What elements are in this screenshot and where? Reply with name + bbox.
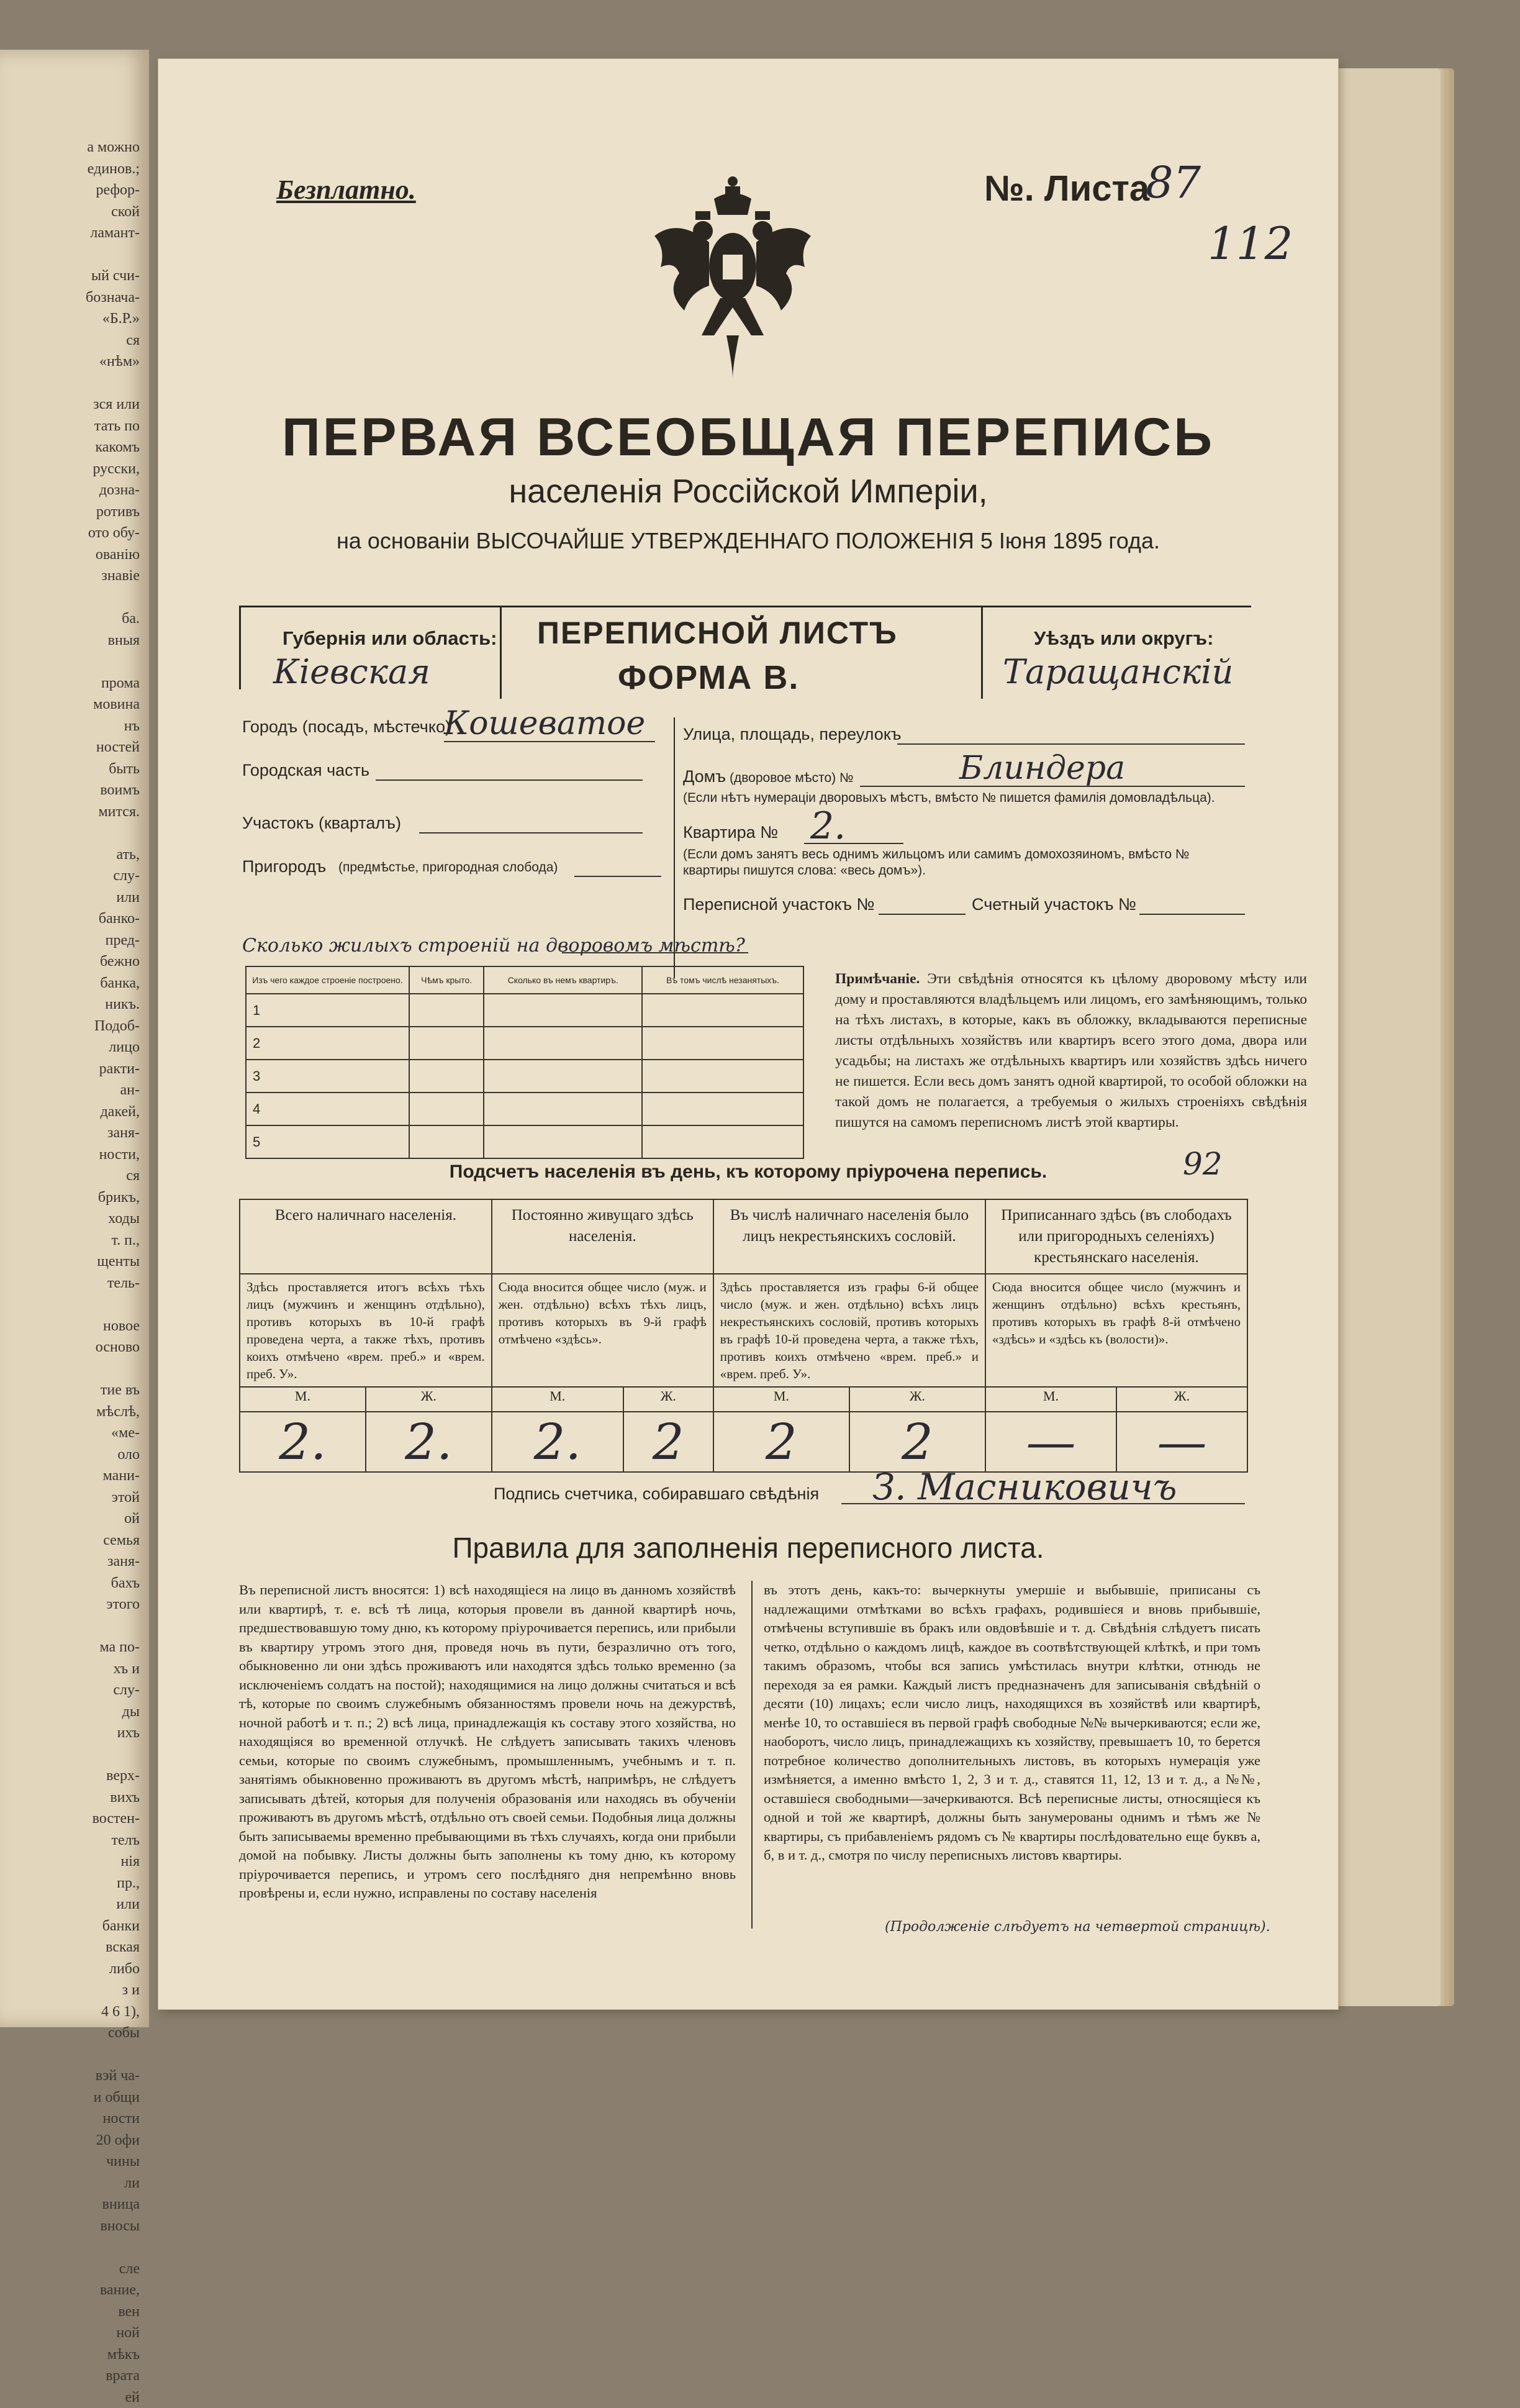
male-label: М.	[240, 1387, 366, 1412]
adjacent-page-line: банко-	[0, 908, 140, 930]
adjacent-page-line: вница	[0, 2194, 140, 2215]
female-label: Ж.	[623, 1387, 713, 1412]
total-male-value: 2.	[240, 1412, 366, 1472]
adjacent-page-line: мится.	[0, 801, 140, 823]
adjacent-page-line: бахъ	[0, 1573, 140, 1594]
adjacent-page-line	[0, 822, 140, 844]
adjacent-page-line: слу-	[0, 865, 140, 887]
adjacent-page-line: оло	[0, 1444, 140, 1466]
adjacent-page-line: мѣкъ	[0, 2344, 140, 2366]
table-row	[246, 1060, 803, 1093]
adjacent-page-line: слу-	[0, 1679, 140, 1701]
house-value: Блиндера	[959, 750, 1125, 787]
adjacent-page-line: какомъ	[0, 437, 140, 458]
adjacent-page-line: «ме-	[0, 1422, 140, 1444]
table-row	[246, 994, 803, 1027]
adjacent-page-line: вносы	[0, 2215, 140, 2237]
census-sheet-heading: ПЕРЕПИСНОЙ ЛИСТЪ	[537, 615, 898, 651]
city-line	[444, 741, 655, 742]
peasant-female-value: —	[1116, 1412, 1247, 1472]
adjacent-page-line: этой	[0, 1487, 140, 1509]
rules-continued: (Продолженіе слѣдуетъ на четвертой страницѣ).	[885, 1919, 1270, 1935]
adjacent-page-line: или	[0, 887, 140, 909]
signature-label: Подпись счетчика, собиравшаго свѣдѣнія	[494, 1484, 819, 1504]
form-header-divider	[981, 606, 983, 699]
adjacent-page-line: ламант-	[0, 222, 140, 244]
table-row	[246, 1093, 803, 1125]
adjacent-page-line: дакей,	[0, 1101, 140, 1123]
adjacent-page-line: вание,	[0, 2279, 140, 2301]
imperial-eagle-icon	[652, 174, 813, 385]
apartment-value: 2.	[810, 804, 846, 848]
sheet-number-value: 87	[1146, 157, 1201, 208]
precinct-line	[419, 832, 643, 834]
city-value: Кошеватое	[444, 705, 645, 742]
adjacent-page-line: ракти-	[0, 1058, 140, 1080]
adjacent-page-line: ностей	[0, 737, 140, 758]
precinct-label: Участокъ (кварталъ)	[242, 814, 401, 833]
rules-column-2: въ этотъ день, какъ-то: вычеркнуты умершіе и выбывшіе, приписаны съ надлежащими отмѣтками во всѣхъ графахъ, родившіеся и вновь прибывшіе, отмѣчены вступившіе въ бракъ или овдовѣвшіе и т. д. Свѣдѣнія слѣдуетъ писать четко, отдѣльно о каждомъ лицѣ, каждое въ соотвѣтствующей клѣткѣ, и при томъ такимъ образомъ, чтобы вся запись умѣстилась внутри клѣтки, отнюдь не переходя за ея рамки. Каждый листъ предназначенъ для записыванія свѣдѣній о десяти (10) лицахъ; если число лицъ, находящихся въ хозяйствѣ или квартирѣ, менѣе 10, то оставшіеся въ первой графѣ свободные №№ вычеркиваются; если же, наоборотъ, число лицъ, принадлежащихъ къ хозяйству, превышаетъ 10, то берется потребное количество дополнительныхъ листовъ, въ которыхъ нумерація уже измѣняется, а именно вмѣсто 1, 2, 3 и т. д., ставятся 11, 12, 13 и т. д., а №№, оставшіеся свободными—зачеркиваются. Всѣ переписные листы, относящіеся къ одной и той же квартирѣ, должны быть занумерованы однимъ и тѣмъ же № квартиры, съ прибавленіемъ рядомъ съ № квартиры послѣдовательно еще буквъ а, б, в и т. д., смотря по числу переписныхъ листовъ квартиры.	[764, 1581, 1260, 1865]
table-row	[246, 1125, 803, 1158]
adjacent-page-line: «Б.Р.»	[0, 308, 140, 330]
buildings-line	[562, 952, 748, 953]
adjacent-page-line: сле	[0, 2258, 140, 2280]
building-material-header: Изъ чего каждое строеніе построено.	[246, 966, 409, 994]
adjacent-page-line: ихъ	[0, 1722, 140, 1744]
rules-title: Правила для заполненія переписного листа.	[158, 1531, 1338, 1565]
adjacent-page-line: бознача-	[0, 287, 140, 309]
province-value: Кіевская	[273, 652, 430, 691]
buildings-table	[245, 966, 804, 1159]
street-line	[897, 743, 1245, 745]
total-population-header: Всего наличнаго населенія.	[240, 1199, 492, 1274]
adjacent-page-line: бежно	[0, 951, 140, 973]
row-number: 3	[246, 1060, 409, 1093]
vacant-header: Въ томъ числѣ незанятыхъ.	[642, 966, 803, 994]
census-area-line	[879, 914, 966, 915]
house-label: Домъ	[683, 767, 726, 786]
table-row	[246, 1027, 803, 1060]
form-header-divider	[500, 606, 502, 699]
adjacent-page-line: ой	[0, 1508, 140, 1530]
non-peasant-desc: Здѣсь проставляется изъ графы 6-й общее число (муж. и жен. отдѣльно) всѣхъ лицъ некрестьянскихъ сословій, противъ которыхъ въ графѣ 10-й проведена черта, а также тѣхъ, противъ коихъ отмѣчено «врем. преб.» и «врем. преб. У».	[713, 1274, 985, 1387]
house-line	[860, 786, 1245, 787]
adjacent-page-line: ма по-	[0, 1637, 140, 1658]
adjacent-page-line: ли	[0, 2173, 140, 2194]
adjacent-page-line: щенты	[0, 1251, 140, 1273]
non-peasant-male-value: 2	[713, 1412, 849, 1472]
note-block	[835, 969, 1307, 1133]
adjacent-page-line	[0, 2044, 140, 2066]
adjacent-page-line: востен-	[0, 1808, 140, 1830]
adjacent-book-page	[0, 50, 149, 2027]
adjacent-page-line	[0, 2237, 140, 2258]
permanent-population-desc: Сюда вносится общее число (муж. и жен. отдѣльно) всѣхъ тѣхъ лицъ, противъ которыхъ въ 9-й графѣ отмѣчено «здѣсь».	[492, 1274, 713, 1387]
adjacent-page-line	[0, 244, 140, 266]
adjacent-page-line: знавіе	[0, 565, 140, 587]
adjacent-page-line: телъ	[0, 1830, 140, 1851]
population-title: Подсчетъ населенія въ день, къ которому пріурочена перепись.	[158, 1161, 1338, 1183]
female-label: Ж.	[1116, 1387, 1247, 1412]
apartment-label: Квартира №	[683, 823, 778, 842]
row-number: 5	[246, 1125, 409, 1158]
adjacent-page-line: и общи	[0, 2087, 140, 2109]
adjacent-page-line: вныя	[0, 630, 140, 652]
adjacent-page-line: «нѣм»	[0, 351, 140, 373]
suburb-label: Пригородъ	[242, 857, 326, 876]
adjacent-page-line: заня-	[0, 1122, 140, 1144]
adjacent-page-line: новое	[0, 1315, 140, 1337]
adjacent-page-line: воимъ	[0, 779, 140, 801]
permanent-female-value: 2	[623, 1412, 713, 1472]
adjacent-page-line: семья	[0, 1530, 140, 1552]
adjacent-page-line: лицо	[0, 1037, 140, 1058]
rules-divider	[751, 1581, 753, 1929]
adjacent-page-line: чины	[0, 2151, 140, 2173]
adjacent-page-line	[0, 1358, 140, 1380]
apartment-line	[804, 843, 903, 844]
census-sheet	[158, 59, 1338, 2009]
adjacent-page-line: быть	[0, 758, 140, 780]
adjacent-page-line: верх-	[0, 1765, 140, 1787]
adjacent-page-line: тать по	[0, 416, 140, 437]
adjacent-page-line: т. п.,	[0, 1230, 140, 1252]
enumerator-signature: З. Масниковичъ	[872, 1466, 1177, 1508]
adjacent-page-line: 20 офи	[0, 2130, 140, 2151]
adjacent-page-line: ей	[0, 2387, 140, 2408]
adjacent-page-line: тие въ	[0, 1379, 140, 1401]
census-area-label: Переписной участокъ №	[683, 895, 874, 914]
free-of-charge-label: Безплатно.	[276, 174, 416, 206]
adjacent-page-line: ности,	[0, 1144, 140, 1166]
adjacent-page-line: пред-	[0, 930, 140, 952]
census-title: ПЕРВАЯ ВСЕОБЩАЯ ПЕРЕПИСЬ	[158, 407, 1338, 468]
adjacent-page-line: вская	[0, 1937, 140, 1958]
count-area-label: Счетный участокъ №	[972, 895, 1136, 914]
adjacent-page-line	[0, 1744, 140, 1766]
adjacent-page-line: ходы	[0, 1208, 140, 1230]
form-header-left-rule	[239, 606, 241, 689]
male-label: М.	[713, 1387, 849, 1412]
row-number: 2	[246, 1027, 409, 1060]
adjacent-page-line: ать,	[0, 844, 140, 866]
adjacent-page-line: ан-	[0, 1079, 140, 1101]
adjacent-page-line: ной	[0, 2322, 140, 2344]
adjacent-page-line: з и	[0, 1979, 140, 2001]
census-basis: на основаніи ВЫСОЧАЙШЕ УТВЕРЖДЕННАГО ПОЛОЖЕНІЯ 5 Іюня 1895 года.	[158, 528, 1338, 554]
adjacent-page-line	[0, 651, 140, 673]
adjacent-page-line: мѣслѣ,	[0, 1401, 140, 1423]
adjacent-page-line: ской	[0, 201, 140, 223]
permanent-male-value: 2.	[492, 1412, 623, 1472]
adjacent-page-line: вэй ча-	[0, 2065, 140, 2087]
adjacent-page-line	[0, 1615, 140, 1637]
roof-header: Чѣмъ крыто.	[409, 966, 484, 994]
non-peasant-header: Въ числѣ наличнаго населенія было лицъ некрестьянскихъ сословій.	[713, 1199, 985, 1274]
district-label: Уѣздъ или округъ:	[1034, 627, 1213, 650]
apartments-header: Сколько въ немъ квартиръ.	[484, 966, 642, 994]
adjacent-page-line: этого	[0, 1594, 140, 1615]
form-header-top-rule	[239, 606, 1251, 607]
note-label: Примѣчаніе.	[835, 971, 920, 987]
male-label: М.	[985, 1387, 1116, 1412]
adjacent-page-line: зся или	[0, 394, 140, 416]
population-table	[239, 1199, 1248, 1473]
archive-number: 112	[1208, 217, 1293, 270]
adjacent-page-line: прома	[0, 673, 140, 694]
adjacent-page-line: банка,	[0, 973, 140, 994]
male-label: М.	[492, 1387, 623, 1412]
total-population-desc: Здѣсь проставляется итогъ всѣхъ тѣхъ лицъ (мужчинъ и женщинъ отдѣльно), противъ которыхъ въ 10-й графѣ проведена черта, а также тѣхъ, противъ коихъ отмѣчено «врем. преб.» и «врем. преб. У».	[240, 1274, 492, 1387]
adjacent-page-line: никъ.	[0, 994, 140, 1015]
female-label: Ж.	[849, 1387, 985, 1412]
total-female-value: 2.	[366, 1412, 492, 1472]
adjacent-page-line: ба.	[0, 608, 140, 630]
adjacent-page-line: ротивъ	[0, 501, 140, 523]
adjacent-page-line: ды	[0, 1701, 140, 1723]
province-label: Губернія или область:	[283, 627, 497, 650]
adjacent-page-line: мани-	[0, 1465, 140, 1487]
adjacent-page-line: русски,	[0, 458, 140, 480]
adjacent-page-line	[0, 373, 140, 394]
adjacent-page-line: или	[0, 1894, 140, 1915]
rules-column-1: Въ переписной листъ вносятся: 1) всѣ находящіеся на лицо въ данномъ хозяйствѣ или квартирѣ, т. е. всѣ тѣ лица, которыя провели въ данной квартирѣ ночь, предшествовавшую тому дню, къ которому пріурочивается перепись, или прибыли въ квартиру утромъ этого дня, проведя ночь въ пути, безразлично отъ того, обыкновенно ли они здѣсь проживаютъ или находятся здѣсь только временно (за исключеніемъ солдатъ на постой); находящимися на лицо должны считаться и всѣ тѣ, которые по своимъ служебнымъ обязанностямъ провели ночь на дежурствѣ, ночной работѣ и т. п.; 2) всѣ лица, принадлежащія къ составу этого хозяйства, но находящіяся во временной отлучкѣ. Не слѣдуетъ записывать такихъ членовъ семьи, которые по своимъ служебнымъ, промышленнымъ, учебнымъ и т. п. занятіямъ обыкновенно проживаютъ въ другомъ мѣстѣ, напримѣръ, не слѣдуетъ записывать дѣтей, которыя для полученія образованія или находясь въ обученіи проживаютъ въ другомъ мѣстѣ, отдѣльно отъ своей семьи. Подобныя лица должны быть записываемы временно пребывающими въ тѣхъ случаяхъ, когда они прибыли домой на побывку. Листы должны быть заполнены къ тому дню, къ которому пріурочивается перепись, и утромъ сего послѣдняго дня непремѣнно вновь провѣрены и, если нужно, исправлены по составу населенія	[239, 1581, 736, 1903]
adjacent-page-line: ся	[0, 1165, 140, 1187]
adjacent-page-line: дозна-	[0, 479, 140, 501]
female-label: Ж.	[366, 1387, 492, 1412]
adjacent-page-line: брикъ,	[0, 1187, 140, 1209]
row-number: 4	[246, 1093, 409, 1125]
adjacent-page-text	[0, 137, 140, 2000]
census-subtitle: населенія Россійской Имперіи,	[158, 472, 1338, 511]
adjacent-page-line: хъ и	[0, 1658, 140, 1680]
city-part-line	[376, 779, 643, 781]
adjacent-page-line: а можно	[0, 137, 140, 158]
adjacent-page-line: вен	[0, 2301, 140, 2323]
adjacent-page-line: банки	[0, 1915, 140, 1937]
house-note: (Если нѣтъ нумераціи дворовыхъ мѣстъ, вмѣсто № пишется фамилія домовладѣльца).	[683, 791, 1215, 806]
sheet-number-label: №. Листа	[984, 168, 1149, 209]
peasant-male-value: —	[985, 1412, 1116, 1472]
adjacent-page-line: рефор-	[0, 179, 140, 201]
note-text: Эти свѣдѣнія относятся къ цѣлому дворовому мѣсту или дому и проставляются владѣльцемъ или лицомъ, его замѣняющимъ, только на тѣхъ листахъ, в которые, какъ въ обложку, вкладываются переписные листы отдѣльныхъ хозяйствъ или квартиръ всего этого дома, двора или усадьбы; на листахъ же отдѣльныхъ квартиръ или хозяйствъ здѣсь ничего не пишется. Если весь домъ занятъ одной квартирой, то особой обложки на такой домъ не полагается, а требуемыя о жилыхъ строеніяхъ свѣдѣнія пишутся на самомъ переписномъ листѣ этой квартиры.	[835, 971, 1307, 1130]
adjacent-page-line: единов.;	[0, 158, 140, 180]
adjacent-page-line: вихъ	[0, 1787, 140, 1809]
non-peasant-female-value: 2	[849, 1412, 985, 1472]
city-label: Городъ (посадъ, мѣстечко)	[242, 717, 451, 737]
adjacent-page-line: либо	[0, 1958, 140, 1980]
adjacent-page-line: нія	[0, 1851, 140, 1873]
adjacent-page-line: ности	[0, 2108, 140, 2130]
adjacent-page-line: ся	[0, 330, 140, 352]
adjacent-page-line: нъ	[0, 716, 140, 737]
registered-peasant-desc: Сюда вносится общее число (мужчинъ и женщинъ отдѣльно) всѣхъ крестьянъ, противъ которыхъ въ графѣ 8-й отмѣчено «здѣсь» и «здѣсь къ (волости)».	[985, 1274, 1247, 1387]
adjacent-page-line	[0, 1294, 140, 1315]
adjacent-page-line: ый счи-	[0, 265, 140, 287]
adjacent-page-line: мовина	[0, 694, 140, 716]
adjacent-page-line: 4 6 1),	[0, 2001, 140, 2023]
buildings-question: Сколько жилыхъ строеній на дворовомъ мѣстѣ?	[242, 935, 745, 956]
registered-peasant-header: Приписаннаго здѣсь (въ слободахъ или пригородныхъ селеніяхъ) крестьянскаго населенія.	[985, 1199, 1247, 1274]
permanent-population-header: Постоянно живущаго здѣсь населенія.	[492, 1199, 713, 1274]
adjacent-page-line	[0, 587, 140, 609]
form-letter: ФОРМА В.	[618, 658, 799, 697]
adjacent-page-line: собы	[0, 2022, 140, 2044]
adjacent-page-line: ованію	[0, 544, 140, 566]
adjacent-page-line: ото обу-	[0, 522, 140, 544]
adjacent-page-line: осново	[0, 1337, 140, 1358]
house-hint: (дворовое мѣсто) №	[730, 771, 854, 786]
adjacent-page-line: Подоб-	[0, 1015, 140, 1037]
margin-mark: 92	[1183, 1146, 1223, 1182]
adjacent-page-line: тель-	[0, 1273, 140, 1294]
row-number: 1	[246, 994, 409, 1027]
apartment-note: (Если домъ занятъ весь однимъ жильцомъ или самимъ домохозяиномъ, вмѣсто № квартиры пишутся слова: «весь домъ»).	[683, 847, 1242, 879]
adjacent-page-line: врата	[0, 2365, 140, 2387]
city-part-label: Городская часть	[242, 761, 369, 780]
adjacent-page-line: пр.,	[0, 1873, 140, 1894]
count-area-line	[1139, 914, 1245, 915]
adjacent-page-line: заня-	[0, 1551, 140, 1573]
street-label: Улица, площадь, переулокъ	[683, 725, 901, 744]
suburb-hint: (предмѣстье, пригородная слобода)	[338, 860, 558, 875]
signature-line	[841, 1503, 1245, 1504]
district-value: Таращанскій	[1003, 652, 1233, 691]
suburb-line	[574, 876, 661, 877]
